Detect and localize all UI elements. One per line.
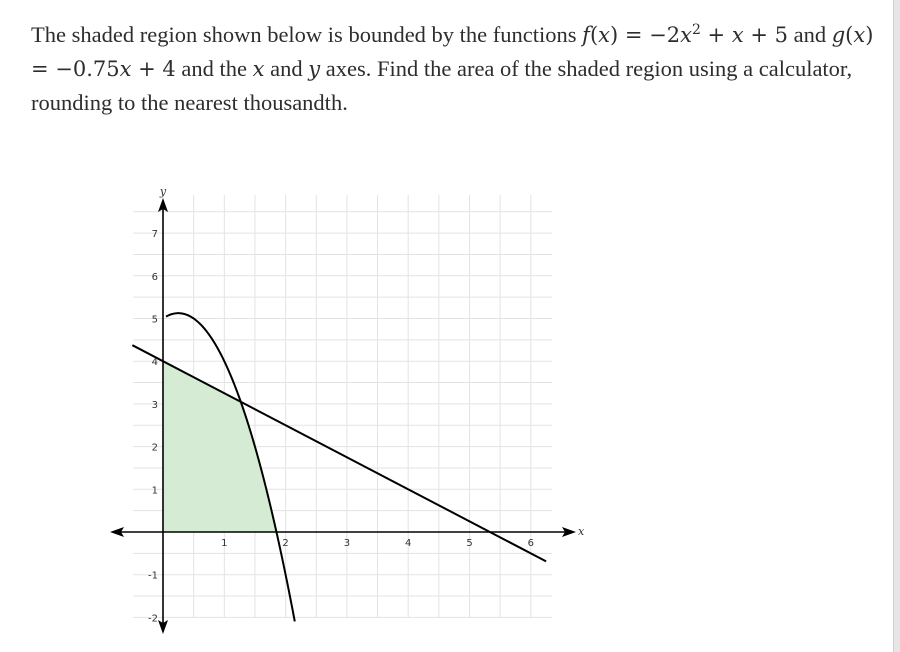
x-tick-label: 5	[466, 538, 473, 549]
y-tick-label: 6	[151, 271, 158, 283]
question-tail-1: and the	[175, 56, 253, 81]
question-tail-2: and	[264, 56, 309, 81]
y-tick-label: 5	[151, 314, 158, 326]
x-tick-label: 2	[282, 538, 289, 549]
question-intro: The shaded region shown below is bounded by the functions	[31, 22, 583, 47]
f-expression: $f(x) = -2x^2 + x + 5$	[582, 22, 788, 47]
x-tick-label: 4	[405, 538, 412, 549]
y-tick-label: 3	[151, 399, 158, 411]
question-tail-3: axes. Find the area of the shaded region using a calculator, rounding to the nearest thousandth.	[31, 56, 853, 115]
y-tick-label: 4	[151, 357, 158, 369]
question-and: and	[787, 22, 832, 47]
y-variable: y	[308, 57, 321, 81]
x-tick-label: 3	[343, 538, 351, 549]
x-tick-label: 6	[527, 538, 534, 549]
y-axis-label: y	[159, 185, 167, 198]
x-variable: x	[252, 57, 265, 81]
y-tick-label: 2	[151, 442, 158, 454]
y-tick-label: -1	[148, 570, 158, 582]
x-tick-label: 1	[221, 538, 228, 549]
x-axis-label: x	[578, 525, 585, 538]
g-expression: g(x) = −0.75x + 4	[31, 23, 874, 81]
y-tick-label: 1	[151, 485, 158, 497]
y-tick-label: -2	[148, 613, 158, 625]
y-tick-label: 7	[151, 229, 158, 241]
page-right-border	[893, 0, 900, 652]
